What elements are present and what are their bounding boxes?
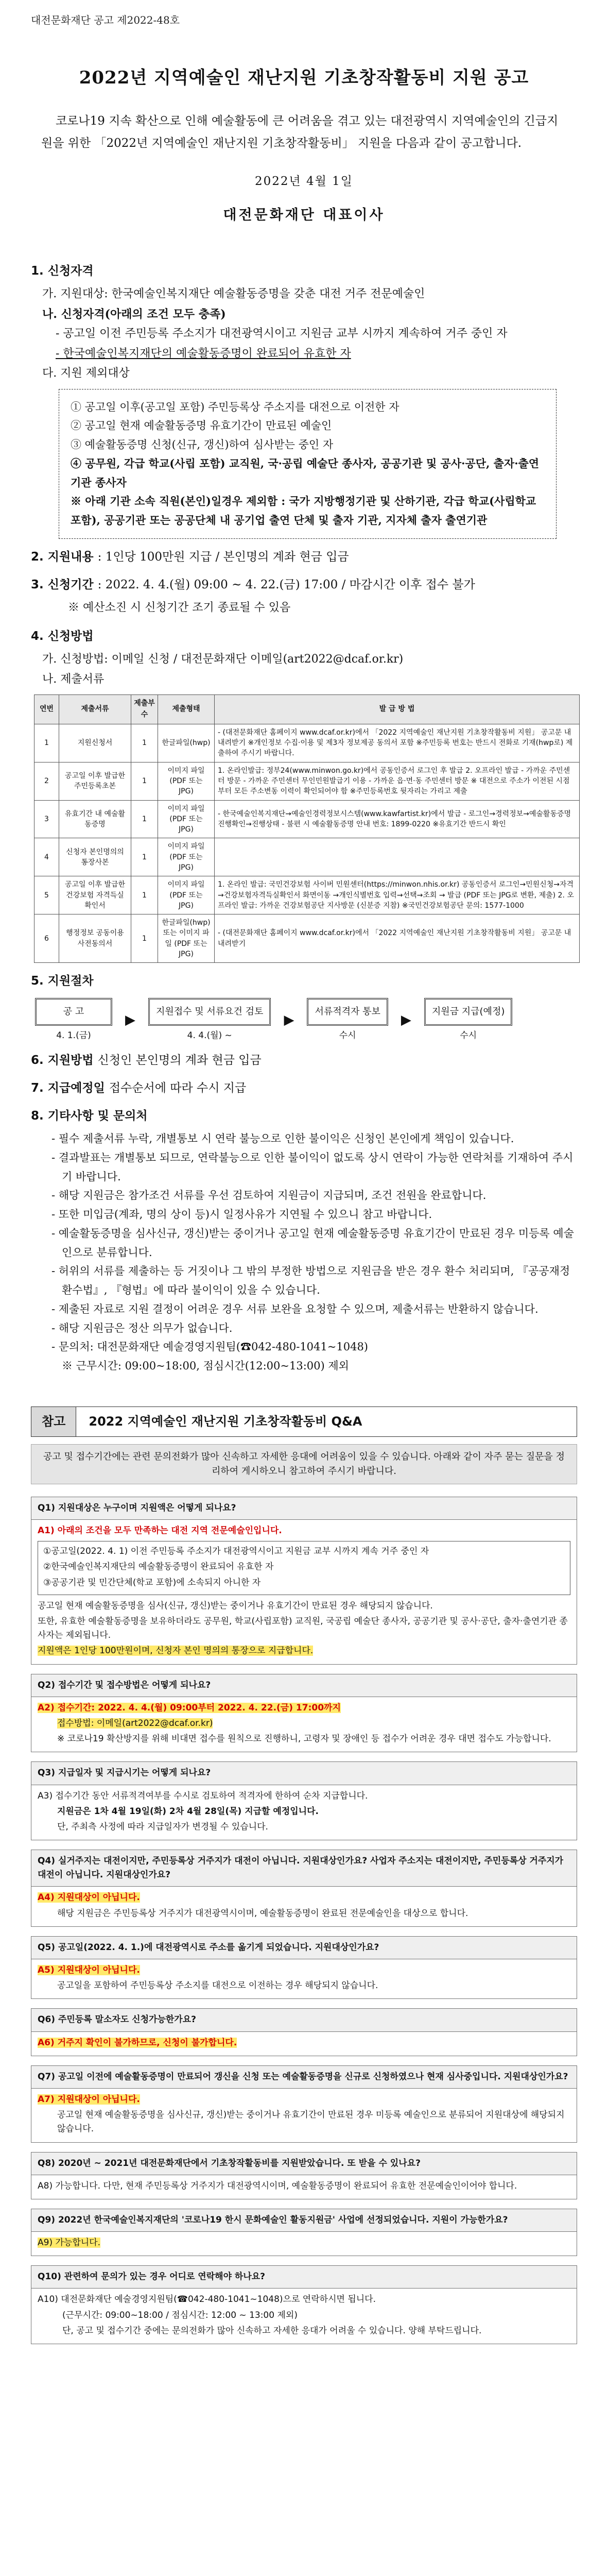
qa-answer-line: A10) 대전문화재단 예술경영지원팀(☎042-480-1041~1048)으로 연락하시면 됩니다. — [38, 2294, 376, 2305]
qa-answer — [31, 1520, 577, 1664]
qa-answer-line: A3) 접수기간 동안 서류적격여부를 수시로 검토하여 적격자에 한하여 순차 지급합니다. — [38, 1790, 368, 1801]
section6-text: 신청인 본인명의 계좌 현금 입금 — [97, 1054, 262, 1067]
flow-step-date: 수시 — [460, 1030, 477, 1041]
cell-count: 1 — [131, 724, 158, 762]
col-header: 제출서류 — [59, 695, 131, 724]
cell-count: 1 — [131, 876, 158, 914]
qa-item — [31, 1761, 577, 1840]
qa-answer-line: 또한, 유효한 예술활동증명을 보유하더라도 공무원, 학교(사립포함) 교직원, 국공립 예술단 종사자, 공공기관 및 공사·공단, 출자·출연기관 종사자는 제외됩니다. — [38, 1616, 568, 1641]
section1-exclusion-heading: 다. 지원 제외대상 — [42, 367, 130, 380]
qa-answer-line: A7) 지원대상이 아닙니다. — [38, 2094, 140, 2105]
section6 — [31, 1052, 577, 1070]
intro-text: 코로나19 지속 확산으로 인해 예술활동에 큰 어려움을 겪고 있는 대전광역시 지역예술인의 긴급지원을 위한 「2022년 지역예술인 재난지원 기초창작활동비」 지원을 다음과 같이 공고합니다. — [41, 114, 559, 150]
flow-step — [148, 998, 271, 1042]
cell-method: - 한국예술인복지재단→예술인경력정보시스템(www.kawfartist.kr)에서 발급 - 로그인→경력정보→예술활동증명진행확인→진행상태 - 불편 시 예술활동증명 안내 번호: 1899-0220 ※유효기간 반드시 확인 — [215, 800, 580, 838]
qa-item — [31, 1674, 577, 1753]
cell-count: 1 — [131, 838, 158, 876]
documents-table — [34, 694, 580, 963]
qa-answer — [31, 1887, 577, 1926]
cell-method — [215, 838, 580, 876]
cell-form: 이미지 파일 (PDF 또는 JPG) — [158, 800, 215, 838]
qa-answer-line: 단, 공고 및 접수기간 중에는 문의전화가 많아 신속하고 자세한 응대가 어려울 수 있습니다. 양해 부탁드립니다. — [62, 2325, 482, 2336]
qa-condition-box — [38, 1541, 570, 1595]
section1-heading: 1. 신청자격 — [31, 264, 94, 278]
flow-step — [307, 998, 388, 1042]
cell-count: 1 — [131, 800, 158, 838]
cell-no: 1 — [34, 724, 59, 762]
section2-text: : 1인당 100만원 지급 / 본인명의 계좌 현금 입금 — [97, 550, 349, 564]
cell-count: 1 — [131, 914, 158, 963]
qa-item — [31, 2008, 577, 2056]
section1-target: 가. 지원대상: 한국예술인복지재단 예술활동증명을 갖춘 대전 거주 전문예술인 — [42, 287, 425, 301]
qa-answer-line: A5) 지원대상이 아닙니다. — [38, 1965, 140, 1976]
qa-header — [31, 1406, 577, 1437]
section3-text: : 2022. 4. 4.(월) 09:00 ~ 4. 22.(금) 17:00 / 마감시간 이후 접수 불가 — [97, 578, 475, 591]
qa-question: Q8) 2020년 ~ 2021년 대전문화재단에서 기초창작활동비를 지원받았습니다. 또 받을 수 있나요? — [31, 2153, 577, 2175]
exclusion-item: ① 공고일 이후(공고일 포함) 주민등록상 주소지를 대전으로 이전한 자 — [71, 400, 399, 413]
qa-question: Q6) 주민등록 말소자도 신청가능한가요? — [31, 2009, 577, 2031]
qa-answer-line: ②한국예술인복지재단의 예술활동증명이 완료되어 유효한 자 — [43, 1562, 274, 1572]
etc-item: - 필수 제출서류 누락, 개별통보 시 연락 불능으로 인한 불이익은 신청인 본인에게 책임이 있습니다. — [51, 1132, 514, 1145]
col-header: 제출부수 — [131, 695, 158, 724]
issuer: 대전문화재단 대표이사 — [223, 207, 385, 223]
etc-item: - 예술활동증명을 심사신규, 갱신)받는 중이거나 공고일 현재 예술활동증명 유효기간이 만료된 경우 미등록 예술인으로 분류합니다. — [51, 1227, 574, 1259]
cell-method: - (대전문화재단 홈페이지 www.dcaf.or.kr)에서 「2022 지역예술인 재난지원 기초창작활동비 지원」 공고문 내 내려받기 — [215, 914, 580, 963]
qa-title: 2022 지역예술인 재난지원 기초창작활동비 Q&A — [76, 1406, 577, 1437]
section7 — [31, 1079, 577, 1098]
cell-doc: 유효기간 내 예술활동증명 — [59, 800, 131, 838]
cell-form: 한글파일(hwp) — [158, 724, 215, 762]
section7-heading: 7. 지급예정일 — [31, 1081, 105, 1095]
qa-answer-line: 단, 주최측 사정에 따라 지급일자가 변경될 수 있습니다. — [57, 1821, 268, 1832]
qa-answer — [31, 2232, 577, 2256]
qa-answer — [31, 2089, 577, 2142]
qa-answer-line: 접수방법: 이메일(art2022@dcaf.or.kr) — [57, 1718, 213, 1728]
cell-no: 4 — [34, 838, 59, 876]
qa-item — [31, 2265, 577, 2344]
cell-method: - (대전문화재단 홈페이지 www.dcaf.or.kr)에서 「2022 지역예술인 재난지원 기초창작활동비 지원」 공고문 내 내려받기 ※개인정보 수집·이용 및 제3자 정보제공 동의서 포함 ※주민등록 번호는 반드시 전화로 기재(hwp로) 제출하여 주시기 바랍니다. — [215, 724, 580, 762]
qa-item — [31, 2065, 577, 2143]
etc-item: - 해당 지원금은 참가조건 서류를 우선 검토하여 지원금이 지급되며, 조건 전원을 완료합니다. — [51, 1189, 487, 1202]
flow-step-label: 공 고 — [35, 998, 112, 1026]
cell-no: 6 — [34, 914, 59, 963]
table-row — [34, 800, 580, 838]
section5-heading: 5. 지원절차 — [31, 974, 94, 988]
qa-answer-line: 지원액은 1인당 100만원이며, 신청자 본인 명의의 통장으로 지급합니다. — [38, 1646, 314, 1656]
col-header: 발 급 방 법 — [215, 695, 580, 724]
cell-doc: 지원신청서 — [59, 724, 131, 762]
qa-answer-line: ※ 코로나19 확산방지를 위해 비대면 접수를 원칙으로 진행하니, 고령자 및 장애인 등 접수가 어려운 경우 대면 접수도 가능합니다. — [57, 1734, 551, 1744]
cell-form: 한글파일(hwp) 또는 이미지 파일 (PDF 또는 JPG) — [158, 914, 215, 963]
etc-item: - 허위의 서류를 제출하는 등 거짓이나 그 밖의 부정한 방법으로 지원금을 받은 경우 환수 처리되며, 『공공재정환수법』, 『형법』에 따라 불이익이 있을 수 있습니다. — [51, 1265, 570, 1297]
table-header-row — [34, 695, 580, 724]
cell-form: 이미지 파일 (PDF 또는 JPG) — [158, 876, 215, 914]
qa-answer-line: 공고일 현재 예술활동증명을 심사(신규, 갱신)받는 중이거나 유효기간이 만료된 경우 해당되지 않습니다. — [38, 1600, 433, 1611]
flow-step-date: 4. 4.(월) ~ — [187, 1030, 232, 1041]
cell-count: 1 — [131, 762, 158, 800]
flow-step-label: 지원금 지급(예정) — [424, 998, 512, 1026]
cell-form: 이미지 파일 (PDF 또는 JPG) — [158, 762, 215, 800]
exclusion-note: ※ 아래 기관 소속 직원(본인)일경우 제외함 : 국가 지방행정기관 및 산하기관, 각급 학교(사립학교 포함), 공공기관 또는 공공단체 내 공기업 출연 단체 및 출자 기관, 지자체 출자 출연기관 — [71, 495, 536, 527]
qa-answer-line: ③공공기관 및 민간단체(학교 포함)에 소속되지 아니한 자 — [43, 1577, 261, 1588]
qa-answer-line: A4) 지원대상이 아닙니다. — [38, 1892, 140, 1903]
exclusion-box — [59, 389, 557, 539]
cell-method: 1. 온라인 발급: 국민건강보험 사이버 민원센터(https://minwon.nhis.or.kr) 공동인증서 로그인→민원신청→자격→건강보험자격득실확인서 화면이동 →개인식별번호 입력→선택→조회 → 발급 (PDF 또는 JPG로 변환, 제출) 2. 오프라인 발급: 가까운 건강보험공단 지사방문 (신분증 지참) ※국민건강보험공단 문의: 1577-1000 — [215, 876, 580, 914]
flow-step-label: 서류적격자 통보 — [307, 998, 388, 1026]
qa-answer-line: A1) 아래의 조건을 모두 만족하는 대전 지역 전문예술인입니다. — [38, 1526, 282, 1536]
cell-doc: 공고일 이후 발급한 건강보험 자격득실 확인서 — [59, 876, 131, 914]
qa-answer-line: A2) 접수기간: 2022. 4. 4.(월) 09:00부터 2022. 4. 22.(금) 17:00까지 — [38, 1702, 341, 1713]
qa-question: Q10) 관련하여 문의가 있는 경우 어디로 연락해야 하나요? — [31, 2266, 577, 2289]
qa-answer-line: ①공고일(2022. 4. 1) 이전 주민등록 주소지가 대전광역시이고 지원금 교부 시까지 계속 거주 중인 자 — [43, 1546, 429, 1557]
etc-item: - 제출된 자료로 지원 결정이 어려운 경우 서류 보완을 요청할 수 있으며, 제출서류는 반환하지 않습니다. — [51, 1302, 538, 1315]
qa-question: Q1) 지원대상은 누구이며 지원액은 어떻게 되나요? — [31, 1497, 577, 1520]
table-row — [34, 914, 580, 963]
cell-form: 이미지 파일 (PDF 또는 JPG) — [158, 838, 215, 876]
section2-heading: 2. 지원내용 — [31, 550, 94, 564]
qa-tag: 참고 — [31, 1406, 76, 1437]
section1-condition-1: - 공고일 이전 주민등록 주소지가 대전광역시이고 지원금 교부 시까지 계속하여 거주 중인 자 — [56, 327, 508, 341]
qa-question: Q7) 공고일 이전에 예술활동증명이 만료되어 갱신을 신청 또는 예술활동증명을 신규로 신청하였으나 현재 심사중입니다. 지원대상인가요? — [31, 2066, 577, 2089]
qa-item — [31, 2152, 577, 2199]
table-row — [34, 876, 580, 914]
qa-answer-line: A9) 가능합니다. — [38, 2238, 100, 2248]
qa-question: Q2) 접수기간 및 접수방법은 어떻게 되나요? — [31, 1674, 577, 1697]
process-flow — [35, 998, 577, 1042]
qa-item — [31, 1850, 577, 1927]
flow-step-date: 4. 1.(금) — [56, 1030, 91, 1041]
work-hours: ※ 근무시간: 09:00~18:00, 점심시간(12:00~13:00) 제외 — [62, 1360, 349, 1372]
col-header: 제출형태 — [158, 695, 215, 724]
flow-step — [35, 998, 112, 1042]
section1-condition-2: - 한국예술인복지재단의 예술활동증명이 완료되어 유효한 자 — [56, 347, 351, 360]
etc-item: - 해당 지원금은 정산 의무가 없습니다. — [51, 1321, 233, 1334]
notice-date: 2022년 4월 1일 — [254, 175, 354, 189]
etc-item: - 또한 미입금(계좌, 명의 상이 등)시 일정사유가 지연될 수 있으니 참고 바랍니다. — [51, 1208, 432, 1221]
qa-answer — [31, 2032, 577, 2056]
cell-method: 1. 온라인발급: 정부24(www.minwon.go.kr)에서 공동인증서 로그인 후 발급 2. 오프라인 발급 - 가까운 주민센터 방문 - 가까운 주민센터 무인민원발급기 이용 - 가까운 읍·면·동 주민센터 방문 ※ 대전으로 주소가 이전된 시점부터 모든 주소변동 이력이 확인되어야 함 ※주민등록번호 뒷자리는 가리고 제출 — [215, 762, 580, 800]
qa-answer — [31, 1697, 577, 1752]
qa-answer-line: A6) 거주지 확인이 불가하므로, 신청이 불가합니다. — [38, 2037, 237, 2048]
qa-banner: 공고 및 접수기간에는 관련 문의전화가 많아 신속하고 자세한 응대에 어려움이 있을 수 있습니다. 아래와 같이 자주 묻는 질문을 정리하여 게시하오니 참고하여 주시기 바랍니다. — [31, 1444, 577, 1484]
cell-doc: 행정정보 공동이용 사전동의서 — [59, 914, 131, 963]
col-header: 연번 — [34, 695, 59, 724]
cell-no: 3 — [34, 800, 59, 838]
exclusion-item: ④ 공무원, 각급 학교(사립 포함) 교직원, 국·공립 예술단 종사자, 공공기관 및 공사·공단, 출자·출연기관 종사자 — [71, 456, 540, 489]
etc-list — [51, 1129, 577, 1376]
section3-note: ※ 예산소진 시 신청기간 조기 종료될 수 있음 — [68, 601, 291, 615]
section3 — [31, 576, 577, 595]
qa-answer-line: (근무시간: 09:00~18:00 / 점심시간: 12:00 ~ 13:00 제외) — [62, 2310, 298, 2320]
qa-answer — [31, 2289, 577, 2344]
qa-question: Q9) 2022년 한국예술인복지재단의 '코로나19 한시 문화예술인 활동지원금' 사업에 선정되었습니다. 지원이 가능한가요? — [31, 2209, 577, 2232]
exclusion-item: ③ 예술활동증명 신청(신규, 갱신)하여 심사받는 중인 자 — [71, 438, 334, 451]
exclusion-item: ② 공고일 현재 예술활동증명 유효기간이 만료된 예술인 — [71, 419, 332, 432]
qa-answer-line: 공고일 현재 예술활동증명을 심사신규, 갱신)받는 중이거나 유효기간이 만료된 경우 미등록 예술인으로 분류되어 지원대상에 해당되지 않습니다. — [57, 2110, 565, 2134]
table-row — [34, 762, 580, 800]
qa-item — [31, 1497, 577, 1665]
section4-method: 가. 신청방법: 이메일 신청 / 대전문화재단 이메일(art2022@dcaf.or.kr) — [42, 653, 404, 666]
cell-no: 2 — [34, 762, 59, 800]
qa-answer-line: 지원금은 1차 4월 19일(화) 2차 4월 28일(목) 지급할 예정입니다. — [57, 1806, 319, 1817]
qa-item — [31, 2209, 577, 2256]
table-row — [34, 724, 580, 762]
section4-docs-heading: 나. 제출서류 — [42, 672, 105, 686]
section8-heading: 8. 기타사항 및 문의처 — [31, 1109, 148, 1123]
flow-step-date: 수시 — [339, 1030, 356, 1041]
etc-item: - 문의처: 대전문화재단 예술경영지원팀(☎042-480-1041~1048) — [51, 1341, 368, 1353]
arrow-right-icon: ▶ — [401, 1012, 411, 1028]
qa-answer-line: 해당 지원금은 주민등록상 거주지가 대전광역시이며, 예술활동증명이 완료된 전문예술인을 대상으로 합니다. — [57, 1908, 468, 1919]
cell-no: 5 — [34, 876, 59, 914]
cell-doc: 신청자 본인명의의 통장사본 — [59, 838, 131, 876]
qa-answer — [31, 2175, 577, 2199]
cell-doc: 공고일 이후 발급한 주민등록초본 — [59, 762, 131, 800]
table-row — [34, 838, 580, 876]
section2 — [31, 548, 577, 567]
arrow-right-icon: ▶ — [284, 1012, 294, 1028]
arrow-right-icon: ▶ — [125, 1012, 135, 1028]
flow-step-label: 지원접수 및 서류요건 검토 — [148, 998, 271, 1026]
qa-question: Q3) 지급일자 및 지급시기는 어떻게 되나요? — [31, 1762, 577, 1785]
qa-answer-line: A8) 가능합니다. 다만, 현재 주민등록상 거주지가 대전광역시이며, 예술활동증명이 완료되어 유효한 전문예술인이어야 합니다. — [38, 2180, 517, 2191]
qa-answer-line: 공고일을 포함하여 주민등록상 주소지를 대전으로 이전하는 경우 해당되지 않습니다. — [57, 1980, 378, 1991]
section3-heading: 3. 신청기간 — [31, 578, 94, 591]
notice-number: 대전문화재단 공고 제2022-48호 — [31, 14, 180, 26]
section7-text: 접수순서에 따라 수시 지급 — [109, 1081, 247, 1095]
section1-conditions-heading: 나. 신청자격(아래의 조건 모두 충족) — [42, 307, 226, 321]
etc-item: - 결과발표는 개별통보 되므로, 연락불능으로 인한 불이익이 없도록 상시 연락이 가능한 연락처를 기재하여 주시기 바랍니다. — [51, 1151, 574, 1183]
qa-answer — [31, 1785, 577, 1840]
flow-step — [424, 998, 512, 1042]
qa-question: Q5) 공고일(2022. 4. 1.)에 대전광역시로 주소를 옮기게 되었습니다. 지원대상인가요? — [31, 1937, 577, 1959]
section4-heading: 4. 신청방법 — [31, 629, 94, 643]
section6-heading: 6. 지원방법 — [31, 1054, 94, 1067]
page-title: 2022년 지역예술인 재난지원 기초창작활동비 지원 공고 — [79, 67, 529, 88]
qa-question: Q4) 실거주지는 대전이지만, 주민등록상 거주지가 대전이 아닙니다. 지원대상인가요? 사업자 주소지는 대전이지만, 주민등록상 거주지가 대전이 아닙니다. 지원대상인가요? — [31, 1850, 577, 1887]
qa-item — [31, 1936, 577, 1999]
qa-answer — [31, 1959, 577, 1998]
